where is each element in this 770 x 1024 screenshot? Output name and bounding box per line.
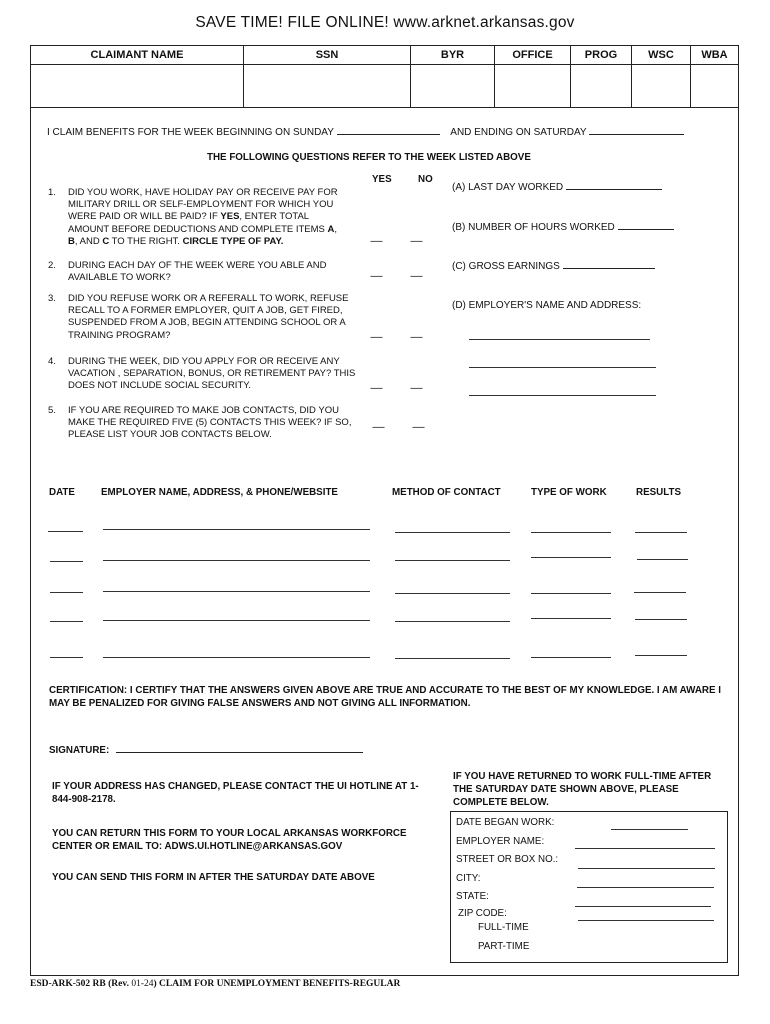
signature-field[interactable] — [116, 752, 363, 753]
form-footer — [30, 979, 400, 989]
employer-address-line-1[interactable] — [469, 339, 650, 340]
q5-yes-answer[interactable]: ------ — [372, 422, 384, 432]
contact-method-line[interactable] — [395, 621, 510, 622]
question-5 — [48, 405, 358, 442]
prog-field[interactable] — [571, 65, 632, 108]
q5-no-answer[interactable]: ------ — [412, 422, 424, 432]
contacts-header-results: RESULTS — [636, 487, 681, 498]
question-1 — [48, 187, 358, 248]
q1-line: DID YOU WORK, HAVE HOLIDAY PAY OR RECEIVE PAY FOR — [68, 187, 338, 198]
state-label: STATE: — [456, 891, 489, 902]
col-ssn: SSN — [244, 46, 411, 65]
footer-code: ESD-ARK-502 RB (Rev. — [30, 979, 132, 989]
last-day-worked-field[interactable] — [566, 189, 662, 190]
col-wsc: WSC — [632, 46, 691, 65]
contact-date-line[interactable] — [50, 657, 83, 658]
question-number: 1. — [48, 187, 56, 198]
signature-label: SIGNATURE: — [49, 745, 110, 756]
city-field[interactable] — [577, 887, 714, 888]
contact-method-line[interactable] — [395, 658, 510, 659]
city-label: CITY: — [456, 873, 481, 884]
question-text: DURING EACH DAY OF THE WEEK WERE YOU ABLE AND AVAILABLE TO WORK? — [68, 260, 327, 284]
question-number: 2. — [48, 260, 56, 271]
item-a-label: (A) LAST DAY WORKED — [452, 182, 564, 193]
q1-comma: , — [334, 223, 338, 235]
contact-method-line[interactable] — [395, 532, 510, 533]
part-time-option[interactable]: PART-TIME — [478, 941, 530, 952]
question-text: DURING THE WEEK, DID YOU APPLY FOR OR RECEIVE ANY VACATION , SEPARATION, BONUS, OR RETIREMENT PAY? THIS DOES NOT INCLUDE SOCIAL SECURITY. — [68, 356, 356, 392]
contact-results-line[interactable] — [634, 592, 686, 593]
employer-address-line-2[interactable] — [469, 367, 656, 368]
hours-worked-field[interactable] — [618, 229, 674, 230]
employer-name-label: EMPLOYER NAME: — [456, 836, 545, 847]
contact-type-line[interactable] — [531, 657, 611, 658]
claimant-id-table — [30, 45, 739, 108]
contact-date-line[interactable] — [50, 621, 83, 622]
contact-date-line[interactable] — [48, 531, 83, 532]
q2-no-answer[interactable]: ------ — [410, 271, 422, 281]
col-prog: PROG — [571, 46, 632, 65]
state-field[interactable] — [575, 906, 711, 907]
q1-circle-type: CIRCLE TYPE OF PAY. — [182, 235, 284, 247]
week-end-field[interactable] — [589, 134, 684, 135]
q1-and: , AND — [74, 235, 103, 247]
contacts-header-type: TYPE OF WORK — [531, 487, 607, 498]
q1-item-b: B — [68, 235, 75, 247]
contact-employer-line[interactable] — [103, 560, 370, 561]
wba-field[interactable] — [691, 65, 739, 108]
item-c-label: (C) GROSS EARNINGS — [452, 261, 560, 272]
item-a — [452, 182, 662, 193]
q1-no-answer[interactable]: ------ — [410, 236, 422, 246]
col-office: OFFICE — [495, 46, 571, 65]
employer-name-field[interactable] — [575, 848, 715, 849]
signature-row — [49, 745, 363, 756]
q3-no-answer[interactable]: ------ — [410, 332, 422, 342]
contacts-header-employer: EMPLOYER NAME, ADDRESS, & PHONE/WEBSITE — [101, 487, 338, 498]
ssn-field[interactable] — [244, 65, 411, 108]
contact-type-line[interactable] — [531, 532, 611, 533]
q1-line: MILITARY DRILL OR SELF-EMPLOYMENT FOR WHICH YOU — [68, 199, 334, 211]
date-began-label: DATE BEGAN WORK: — [456, 817, 555, 828]
footer-title: ) CLAIM FOR UNEMPLOYMENT BENEFITS-REGULAR — [153, 979, 401, 989]
contact-results-line[interactable] — [637, 559, 688, 560]
contact-type-line[interactable] — [531, 557, 611, 558]
q1-item-c: C — [102, 235, 110, 247]
contact-method-line[interactable] — [395, 593, 510, 594]
q1-line: AMOUNT BEFORE DEDUCTIONS AND COMPLETE ITEMS — [68, 223, 328, 235]
week-begin-field[interactable] — [337, 134, 440, 135]
q1-item-a: A — [327, 223, 335, 235]
question-number: 3. — [48, 293, 56, 304]
question-3 — [48, 293, 358, 342]
question-text: DID YOU REFUSE WORK OR A REFERALL TO WORK, REFUSE RECALL TO A FORMER EMPLOYER, QUIT A JOB, GET FIRED, SUSPENDED FROM A JOB, BEGIN ATTENDING SCHOOL OR A TRAINING PROGRAM? — [68, 293, 349, 341]
date-began-field[interactable] — [611, 829, 688, 830]
contacts-header-method: METHOD OF CONTACT — [392, 487, 501, 498]
office-field[interactable] — [495, 65, 571, 108]
contact-type-line[interactable] — [531, 618, 611, 619]
contact-results-line[interactable] — [635, 619, 687, 620]
no-label: NO — [418, 174, 433, 185]
q1-yes-answer[interactable]: ------ — [370, 236, 382, 246]
street-label: STREET OR BOX NO.: — [456, 854, 559, 865]
col-byr: BYR — [411, 46, 495, 65]
q3-yes-answer[interactable]: ------ — [370, 332, 382, 342]
footer-rev: 01-24 — [131, 979, 154, 989]
zip-label: ZIP CODE: — [458, 908, 507, 919]
page-header: SAVE TIME! FILE ONLINE! www.arknet.arkansas.gov — [195, 14, 575, 31]
address-changed-note: IF YOUR ADDRESS HAS CHANGED, PLEASE CONTACT THE UI HOTLINE AT 1-844-908-2178. — [52, 781, 419, 805]
question-text: IF YOU ARE REQUIRED TO MAKE JOB CONTACTS, DID YOU MAKE THE REQUIRED FIVE (5) CONTACTS THIS WEEK? IF SO, PLEASE LIST YOUR JOB CONTACTS BELOW. — [68, 405, 352, 441]
wsc-field[interactable] — [632, 65, 691, 108]
contacts-header-date: DATE — [49, 487, 75, 498]
gross-earnings-field[interactable] — [563, 268, 655, 269]
street-field[interactable] — [578, 868, 715, 869]
item-d-label: (D) EMPLOYER'S NAME AND ADDRESS: — [452, 300, 642, 311]
q2-yes-answer[interactable]: ------ — [370, 271, 382, 281]
question-number: 4. — [48, 356, 56, 367]
contact-results-line[interactable] — [635, 532, 687, 533]
contact-employer-line[interactable] — [103, 591, 370, 592]
q4-no-answer[interactable]: ------ — [410, 383, 422, 393]
contact-employer-line[interactable] — [103, 620, 370, 621]
send-after-note: YOU CAN SEND THIS FORM IN AFTER THE SATURDAY DATE ABOVE — [52, 872, 375, 883]
contact-employer-line[interactable] — [103, 657, 370, 658]
questions-heading: THE FOLLOWING QUESTIONS REFER TO THE WEEK LISTED ABOVE — [207, 152, 531, 163]
employer-address-line-3[interactable] — [469, 395, 656, 396]
contact-method-line[interactable] — [395, 560, 510, 561]
contact-employer-line[interactable] — [103, 529, 370, 530]
q1-yes-bold: YES — [220, 211, 240, 223]
byr-field[interactable] — [411, 65, 495, 108]
full-time-option[interactable]: FULL-TIME — [478, 922, 529, 933]
zip-field[interactable] — [578, 920, 714, 921]
week-begin-label: I CLAIM BENEFITS FOR THE WEEK BEGINNING ON SUNDAY — [47, 127, 334, 138]
return-form-note: YOU CAN RETURN THIS FORM TO YOUR LOCAL ARKANSAS WORKFORCE CENTER OR EMAIL TO: ADWS.UI.HOTLINE@ARKANSAS.GOV — [52, 828, 407, 852]
week-end-label: AND ENDING ON SATURDAY — [450, 127, 587, 138]
claimant-name-field[interactable] — [31, 65, 244, 108]
certification-statement: CERTIFICATION: I CERTIFY THAT THE ANSWERS GIVEN ABOVE ARE TRUE AND ACCURATE TO THE BEST OF MY KNOWLEDGE. I AM AWARE I MAY BE PENALIZED FOR GIVING FALSE ANSWERS AND NOT GIVING ALL INFORMATION. — [49, 685, 721, 709]
question-2 — [48, 260, 358, 284]
week-line — [47, 127, 684, 138]
contact-date-line[interactable] — [50, 592, 83, 593]
returned-to-work-heading: IF YOU HAVE RETURNED TO WORK FULL-TIME AFTER THE SATURDAY DATE SHOWN ABOVE, PLEASE COMPLETE BELOW. — [453, 771, 712, 808]
col-wba: WBA — [691, 46, 739, 65]
q1-line: , ENTER TOTAL — [239, 211, 310, 223]
question-number: 5. — [48, 405, 56, 416]
col-claimant-name: CLAIMANT NAME — [31, 46, 244, 65]
contact-date-line[interactable] — [50, 561, 83, 562]
yes-label: YES — [372, 174, 392, 185]
question-4 — [48, 356, 358, 393]
contact-type-line[interactable] — [531, 593, 611, 594]
item-b — [452, 222, 674, 233]
q1-line: WERE PAID OR WILL BE PAID? IF — [68, 211, 221, 223]
q1-line: TO THE RIGHT. — [109, 235, 183, 247]
contact-results-line[interactable] — [635, 655, 687, 656]
item-c — [452, 261, 655, 272]
item-b-label: (B) NUMBER OF HOURS WORKED — [452, 222, 615, 233]
q4-yes-answer[interactable]: ------ — [370, 383, 382, 393]
